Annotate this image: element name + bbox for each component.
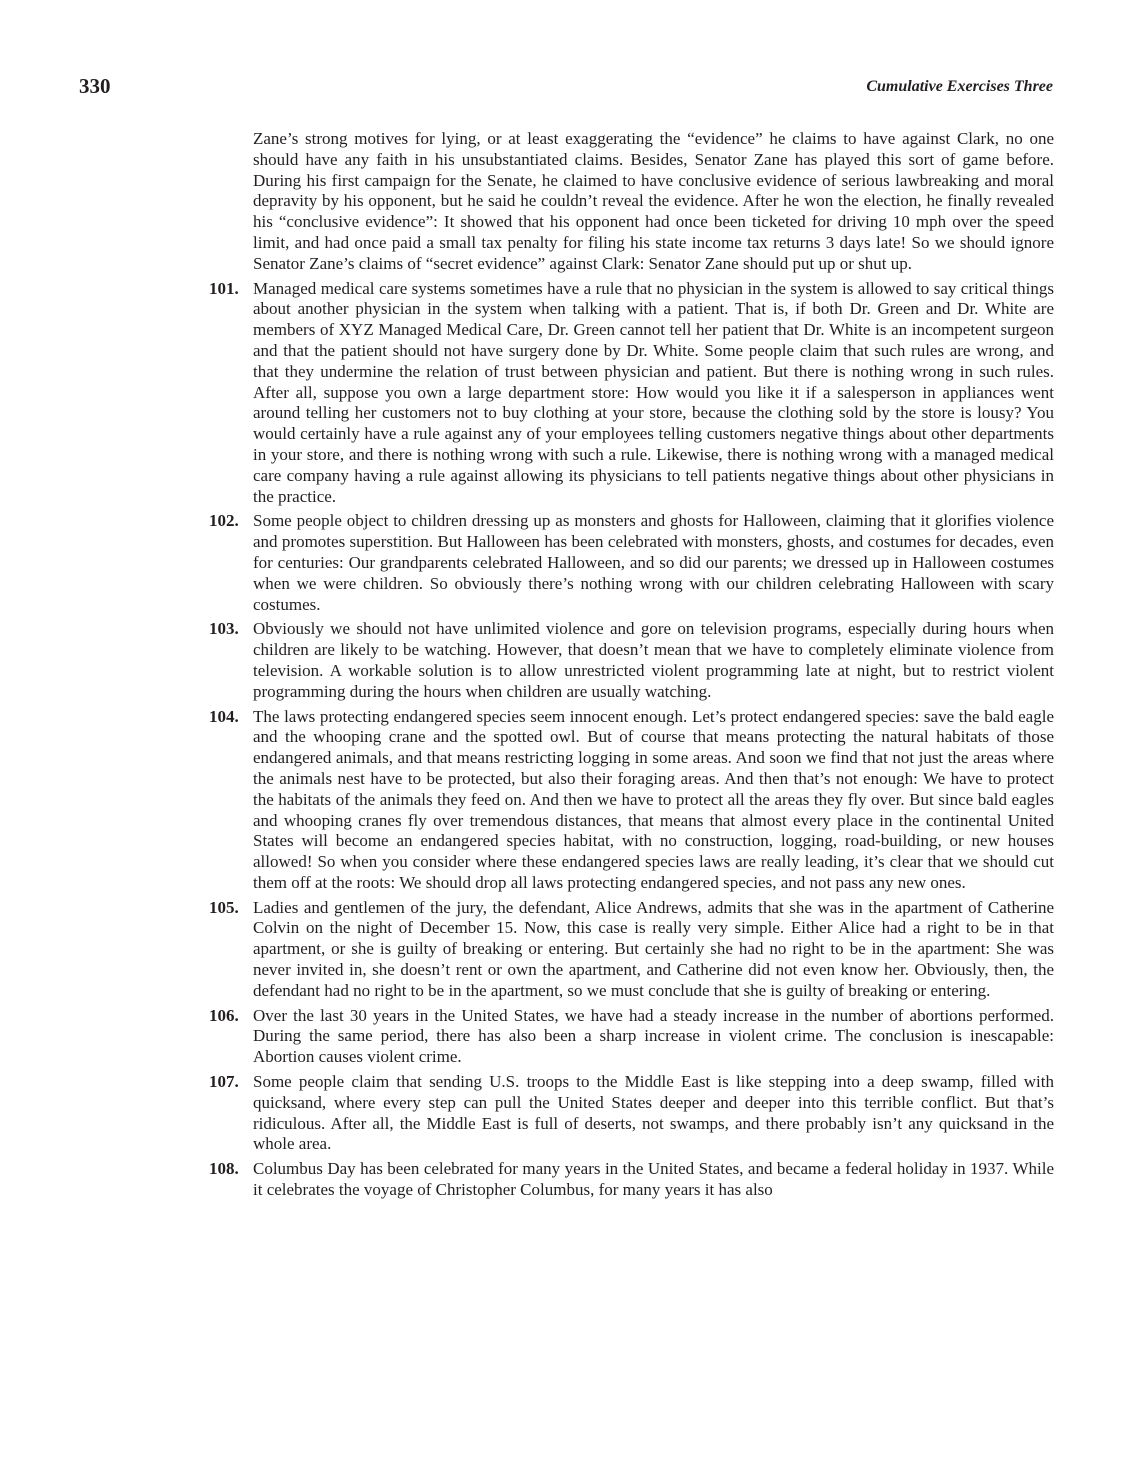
page-number: 330 (79, 74, 111, 98)
exercise-text: The laws protecting endangered species seem innocent enough. Let’s protect endangered species: save the bald eagle and the whooping crane and the spotted owl. But of course that means protecting the natural habitats of those endangered animals, and that means restricting logging in some areas. And soon we find that not just the areas where the animals nest have to be protected, but also their foraging areas. And then that’s not enough: We have to protect the habitats of the animals they feed on. And then we have to protect all the areas they fly over. But since bald eagles and whooping cranes fly over tremendous distances, that means that almost every place in the continental United States will become an endangered species habitat, with no construction, logging, road-building, or new houses allowed! So when you consider where these endangered species laws are really leading, it’s clear that we should cut them off at the roots: We should drop all laws protecting endangered species, and not pass any new ones. (253, 706, 1054, 892)
exercise-number: 107. (209, 1072, 239, 1092)
exercise-108 (209, 1159, 1054, 1201)
exercise-number: 101. (209, 278, 239, 298)
exercise-105 (209, 897, 1054, 1002)
exercise-103 (209, 619, 1054, 702)
exercise-107 (209, 1072, 1054, 1155)
exercise-number: 102. (209, 511, 239, 531)
exercise-number: 105. (209, 897, 239, 917)
exercise-106 (209, 1005, 1054, 1068)
exercise-104 (209, 706, 1054, 894)
exercise-text: Ladies and gentlemen of the jury, the defendant, Alice Andrews, admits that she was in the apartment of Catherine Colvin on the night of December 15. Now, this case is really very simple. Either Alice had a right to be in that apartment, or she is guilty of breaking or entering. But certainly she had no right to be in the apartment: She was never invited in, she doesn’t rent or own the apartment, and Catherine did not even know her. Obviously, then, the defendant had no right to be in the apartment, so we must conclude that she is guilty of breaking or entering. (253, 897, 1054, 1000)
exercise-number: 106. (209, 1005, 239, 1025)
page-body (209, 129, 1054, 1201)
running-head: Cumulative Exercises Three (866, 78, 1053, 95)
exercise-number: 103. (209, 619, 239, 639)
exercise-text: Some people claim that sending U.S. troops to the Middle East is like stepping into a deep swamp, filled with quicksand, where every step can pull the United States deeper and deeper into this terrible conflict. But that’s ridiculous. After all, the Middle East is full of deserts, not swamps, and there probably isn’t any quicksand in the whole area. (253, 1072, 1054, 1154)
exercise-102 (209, 511, 1054, 615)
exercise-text: Managed medical care systems sometimes have a rule that no physician in the system is allowed to say critical things about another physician in the system when talking with a patient. That is, if both Dr. Green and Dr. White are members of XYZ Managed Medical Care, Dr. Green cannot tell her patient that Dr. White is an incompetent surgeon and that the patient should not have surgery done by Dr. White. Some people claim that such rules are wrong, and that they undermine the relation of trust between physician and patient. But there is nothing wrong in such rules. After all, suppose you own a large department store: How would you like it if a salesperson in appliances went around telling her customers not to buy clothing at your store, because the clothing sold by the store is lousy? You would certainly have a rule against any of your employees telling customers negative things about other departments in your store, and there is nothing wrong with such a rule. Likewise, there is nothing wrong with a managed medical care company having a rule against allowing its physicians to tell patients negative things about other physicians in the practice. (253, 278, 1054, 506)
exercise-text: Columbus Day has been celebrated for many years in the United States, and became a federal holiday in 1937. While it celebrates the voyage of Christopher Columbus, for many years it has also (253, 1159, 1054, 1200)
exercise-number: 104. (209, 706, 239, 726)
exercise-text: Obviously we should not have unlimited violence and gore on television programs, especially during hours when children are likely to be watching. However, that doesn’t mean that we have to completely eliminate violence from television. A workable solution is to allow unrestricted violent programming late at night, but to restrict violent programming during the hours when children are usually watching. (253, 619, 1054, 701)
exercise-text: Some people object to children dressing up as monsters and ghosts for Halloween, claiming that it glorifies violence and promotes superstition. But Halloween has been celebrated with monsters, ghosts, and costumes for decades, even for centuries: Our grandparents celebrated Halloween, and so did our parents; we dressed up in Halloween costumes when we were children. So obviously there’s nothing wrong with our children celebrating Halloween with scary costumes. (253, 511, 1054, 614)
exercise-number: 108. (209, 1159, 239, 1179)
exercise-101 (209, 278, 1054, 508)
continued-paragraph: Zane’s strong motives for lying, or at least exaggerating the “evidence” he claims to have against Clark, no one should have any faith in his unsubstantiated claims. Besides, Senator Zane has played this sort of game before. During his first campaign for the Senate, he claimed to have conclusive evidence of serious lawbreaking and moral depravity by his opponent, but he said he couldn’t reveal the evidence. After he won the election, he finally revealed his “conclusive evidence”: It showed that his opponent had once been ticketed for driving 10 mph over the speed limit, and had once paid a small tax penalty for filing his state income tax returns 3 days late! So we should ignore Senator Zane’s claims of “secret evidence” against Clark: Senator Zane should put up or shut up. (253, 129, 1054, 273)
exercise-text: Over the last 30 years in the United States, we have had a steady increase in the number of abortions performed. During the same period, there has also been a sharp increase in violent crime. The conclusion is inescapable: Abortion causes violent crime. (253, 1005, 1054, 1067)
